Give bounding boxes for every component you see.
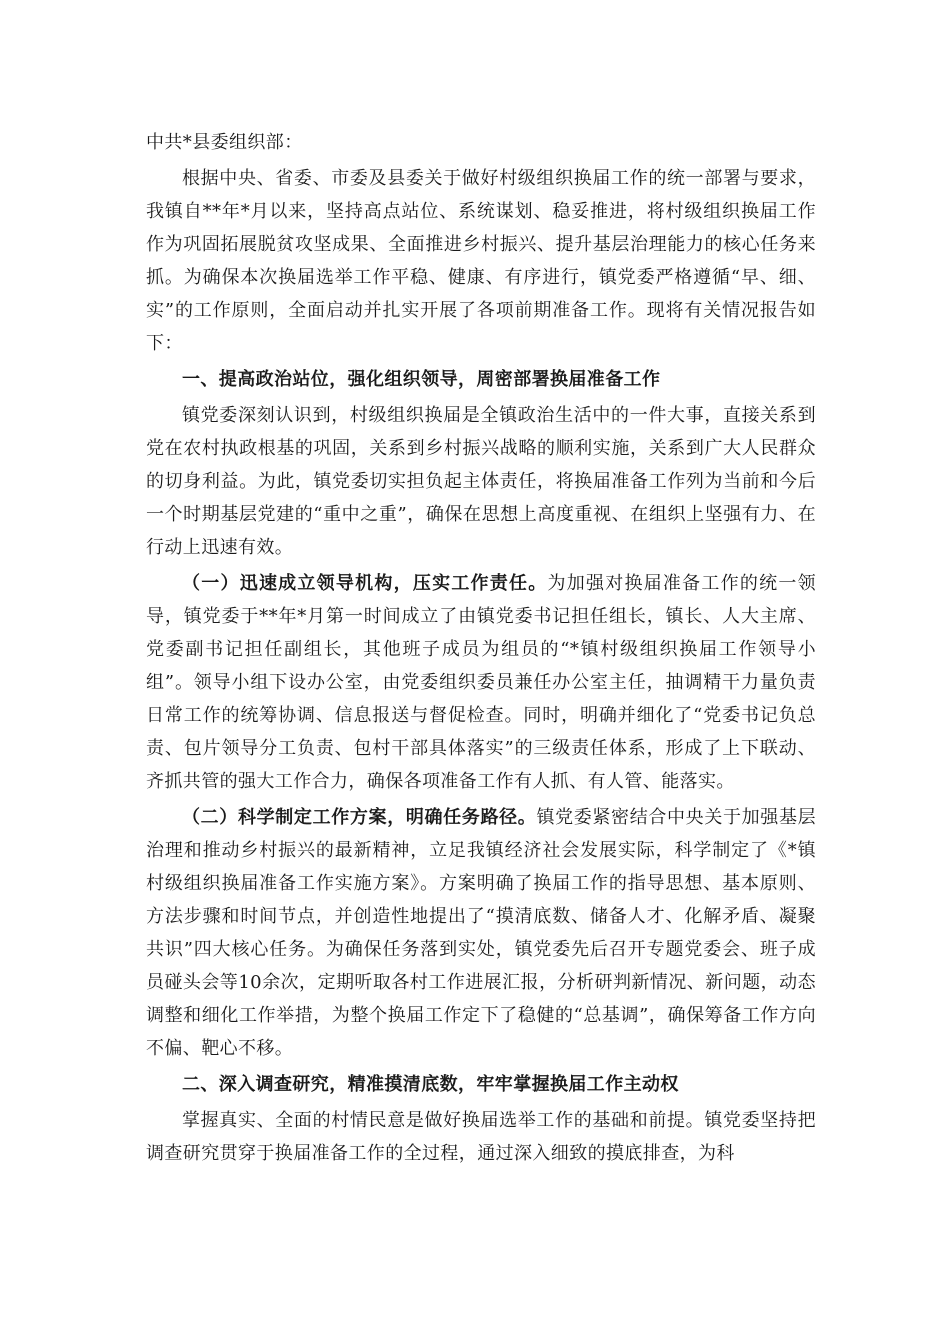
subsection-2-lead: （二）科学制定工作方案，明确任务路径。 — [182, 807, 537, 828]
section-1-body: 镇党委深刻认识到，村级组织换届是全镇政治生活中的一件大事，直接关系到党在农村执政根基的巩固，关系到乡村振兴战略的顺利实施，关系到广大人民群众的切身利益。为此，镇党委切实担负起主体责任，将换届准备工作列为当前和今后一个时期基层党建的“重中之重”，确保在思想上高度重视、在组织上坚强有力、在行动上迅速有效。 — [146, 405, 816, 558]
subsection-1-lead: （一）迅速成立领导机构，压实工作责任。 — [182, 573, 548, 594]
document-body — [146, 126, 816, 1173]
subsection-1-paragraph — [146, 567, 816, 798]
intro-paragraph: 根据中央、省委、市委及县委关于做好村级组织换届工作的统一部署与要求，我镇自**年*月以来，坚持高点站位、系统谋划、稳妥推进，将村级组织换届工作作为巩固拓展脱贫攻坚成果、全面推进乡村振兴、提升基层治理能力的核心任务来抓。为确保本次换届选举工作平稳、健康、有序进行，镇党委严格遵循“早、细、实”的工作原则，全面启动并扎实开展了各项前期准备工作。现将有关情况报告如下： — [146, 168, 816, 354]
section-1-heading: 一、提高政治站位，强化组织领导，周密部署换届准备工作 — [182, 369, 661, 390]
subsection-1-text: 为加强对换届准备工作的统一领导，镇党委于**年*月第一时间成立了由镇党委书记担任组长，镇长、人大主席、党委副书记担任副组长，其他班子成员为组员的“*镇村级组织换届工作领导小组”。领导小组下设办公室，由党委组织委员兼任办公室主任，抽调精干力量负责日常工作的统筹协调、信息报送与督促检查。同时，明确并细化了“党委书记负总责、包片领导分工负责、包村干部具体落实”的三级责任体系，形成了上下联动、齐抓共管的强大工作合力，确保各项准备工作有人抓、有人管、能落实。 — [146, 573, 816, 792]
subsection-2-paragraph — [146, 801, 816, 1065]
section-2-body: 掌握真实、全面的村情民意是做好换届选举工作的基础和前提。镇党委坚持把调查研究贯穿于换届准备工作的全过程，通过深入细致的摸底排查，为科 — [146, 1110, 816, 1164]
section-2-heading: 二、深入调查研究，精准摸清底数，牢牢掌握换届工作主动权 — [182, 1074, 679, 1095]
salutation: 中共*县委组织部： — [146, 132, 303, 153]
subsection-2-text: 镇党委紧密结合中央关于加强基层治理和推动乡村振兴的最新精神，立足我镇经济社会发展实际，科学制定了《*镇村级组织换届准备工作实施方案》。方案明确了换届工作的指导思想、基本原则、方法步骤和时间节点，并创造性地提出了“摸清底数、储备人才、化解矛盾、凝聚共识”四大核心任务。为确保任务落到实处，镇党委先后召开专题党委会、班子成员碰头会等10余次，定期听取各村工作进展汇报，分析研判新情况、新问题，动态调整和细化工作举措，为整个换届工作定下了稳健的“总基调”，确保筹备工作方向不偏、靶心不移。 — [146, 807, 816, 1059]
